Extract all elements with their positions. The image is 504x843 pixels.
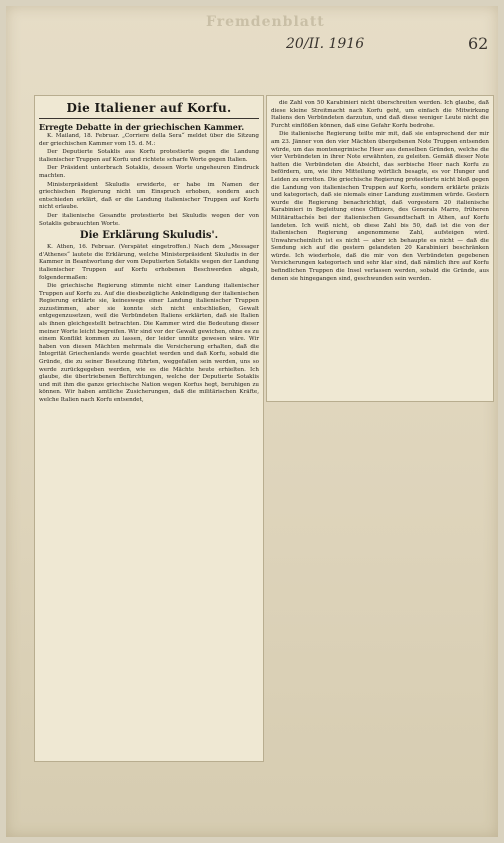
page-number: 62	[468, 34, 489, 53]
section-title: Die Erklärung Skuludis'.	[79, 230, 219, 242]
clipping-right-column	[266, 95, 494, 402]
paragraph: Die griechische Regierung stimmte nicht einer Landung italienischer Truppen auf Korfu zu. Auf die diesbezügliche Ankündigung der italienischen Regierung erklärte sie, keineswegs einer Landung italienischer Truppen zuzustimmen, aber sie konnte sich nicht entschließen, Gewalt entgegenzusetzen, weil die Verbündeten Italiens erklärten, daß sie Italien als ihnen gleichgestellt betrachten. Die Kammer wird die Bedeutung dieser meiner Worte leicht begreifen. Wir sind vor der Gewalt gewichen, ohne es zu einem Konflikt kommen zu lassen, der leider unnütz gewesen wäre. Wir haben von diesen Mächten mehrmals die Versicherung erhalten, daß die Integrität Griechenlands werde geachtet werden und daß Korfu, sobald die Gründe, die zu seiner Besetzung führten, weggefallen sein werden, uns so werde zurückgegeben werden, wie es die Mächte heute erhielten. Ich glaube, die übertriebenen Befürchtungen, welche der Deputierte Sotaklis und mit ihm die ganze griechische Nation wegen Korfus hegt, beruhigen zu können. Wir haben amtliche Zusicherungen, daß die militärischen Kräfte, welche Italien nach Korfu entsendet,	[39, 283, 259, 403]
subheadline: Erregte Debatte in der griechischen Kammer.	[39, 122, 245, 132]
paragraph: die Zahl von 50 Karabinieri nicht überschreiten werden. Ich glaube, daß diese kleine Streitmacht nach Korfu geht, um einfach die Mitwirkung Italiens den Verbündeten darzutun, und daß diese weniger Leute nicht die Furcht einflößen können, daß eine Gefahr Korfu bedrohe.	[271, 100, 489, 129]
paragraph: Der Deputierte Sotaklis aus Korfu protestierte gegen die Landung italienischer Truppen auf Korfu und richtete scharfe Worte gegen Italien.	[39, 149, 259, 163]
paragraph: Ministerpräsident Skuludis erwiderte, er habe im Namen der griechischen Regierung nicht um Einspruch erhoben, sondern auch entschieden erklärt, daß er die Landung italienischer Truppen auf Korfu nicht erlaube.	[39, 181, 259, 211]
paragraph: Die italienische Regierung teilte mir mit, daß sie entsprechend der mir am 23. Jänner von den vier Mächten übergebenen Note Truppen entsenden würde, um das montenegrinische Heer aus denselben Gründen, welche die vier Verbündeten in ihrer Note erwähnten, zu geleiten. Gemäß dieser Note hatten die Verbündeten die Absicht, das serbische Heer nach Korfu zu befördern, um, wie ihre Mitteilung wörtlich besagte, es vor Hunger und Leiden zu erretten. Die griechische Regierung protestierte nicht bloß gegen die Landung von italienischen Truppen auf Korfu, sondern erklärte präzis und kategorisch, daß sie niemals einer Landung zustimmen würde. Gestern wurde die Regierung benachrichtigt, daß vorgestern 20 italienische Karabinieri in Begleitung eines Offiziers, des Generals Marro, früheren Militärattachés bei der italienischen Gesandtschaft in Athen, auf Korfu landeten. Ich weiß nicht, ob diese Zahl bis 50, daß ist die von der italienischen Regierung angenommene Zahl, aufsteigen wird. Unwahrscheinlich ist es nicht — aber ich behaupte es nicht — daß die Sendung sich auf die gestern gelandeten 20 Karabinieri beschränken würde. Ich wiederhole, daß die mir von den Verbündeten gegebenen Versicherungen kategorisch und sehr klar sind, daß nämlich ihre auf Korfu befindlichen Truppen die Insel verlassen werden, sobald die Gründe, aus denen sie hingegangen sind, geschwunden sein werden.	[271, 131, 489, 282]
paragraph: K. Athen, 16. Februar. (Verspätet eingetroffen.) Nach dem „Messager d'Athenes“ lautete die Erklärung, welche Ministerpräsident Skuludis in der Kammer in Beantwortung der vom Deputierten Sotaklis wegen der Landung italienischer Truppen auf Korfu erhobenen Beschwerden abgab, folgendermaßen:	[39, 244, 259, 281]
headline: Die Italiener auf Korfu.	[66, 101, 232, 115]
paragraph: K. Mailand, 18. Februar. „Corriere della Sera“ meldet über die Sitzung der griechischen Kammer vom 15. d. M.:	[39, 133, 259, 147]
newspaper-stamp: Fremdenblatt	[206, 14, 325, 30]
handwritten-date: 20/II. 1916	[286, 36, 365, 52]
paragraph: Der italienische Gesandte protestierte bei Skuludis wegen der von Sotaklis gebrauchten Worte.	[39, 212, 259, 227]
paragraph: Der Präsident unterbrach Sotaklis, dessen Worte ungeheuren Eindruck machten.	[39, 165, 259, 179]
clipping-left-column	[34, 95, 264, 762]
divider	[39, 118, 259, 119]
